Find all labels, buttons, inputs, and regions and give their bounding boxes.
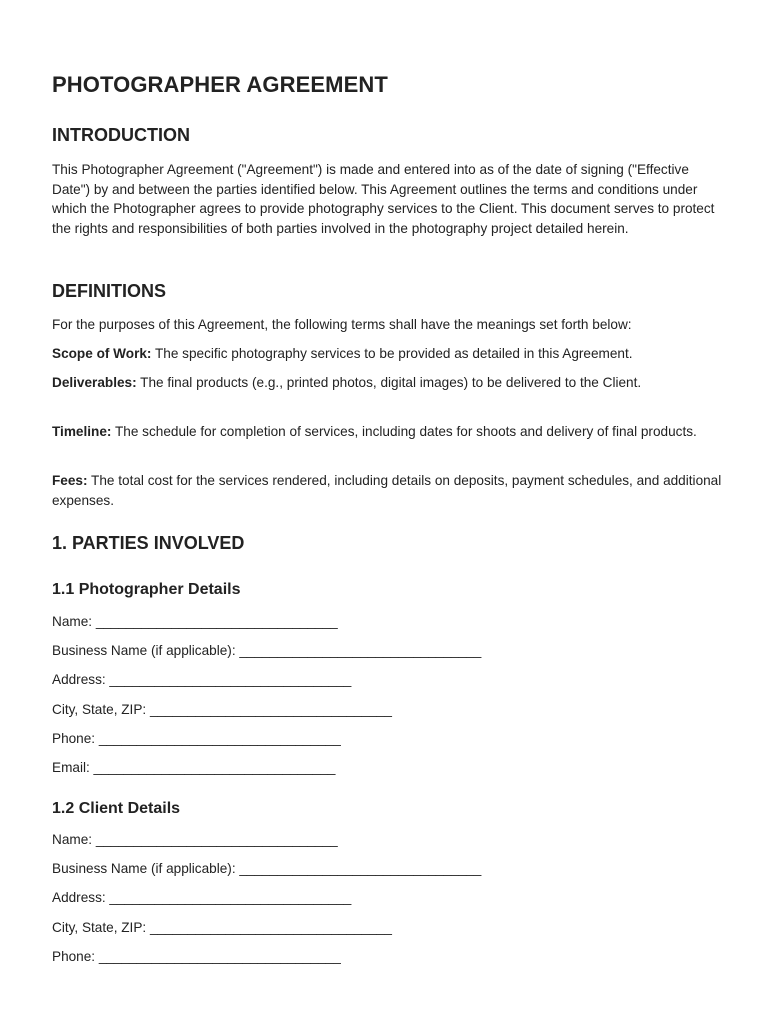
photographer-name-field[interactable]: Name: ________________________________ bbox=[52, 614, 338, 629]
photographer-city-state-zip-field[interactable]: City, State, ZIP: ________________________________ bbox=[52, 702, 392, 717]
introduction-text: This Photographer Agreement ("Agreement") is made and entered into as of the date of signing ("Effective Date") by and between the parties identified below. This Agreement outlines the terms and conditions under which the Photographer agrees to provide photography services to the Client. This document serves to protect the rights and responsibilities of both parties involved in the photography project detailed herein. bbox=[52, 162, 715, 236]
parties-heading: 1. PARTIES INVOLVED bbox=[52, 533, 245, 553]
definition-term: Fees: bbox=[52, 473, 88, 488]
client-business-name-field[interactable]: Business Name (if applicable): ________________________________ bbox=[52, 861, 482, 876]
client-phone-field[interactable]: Phone: ________________________________ bbox=[52, 949, 341, 964]
client-address-field[interactable]: Address: ________________________________ bbox=[52, 890, 352, 905]
client-city-state-zip-field[interactable]: City, State, ZIP: ________________________________ bbox=[52, 920, 392, 935]
definition-term: Scope of Work: bbox=[52, 346, 152, 361]
photographer-phone-field[interactable]: Phone: ________________________________ bbox=[52, 731, 341, 746]
definition-text: The final products (e.g., printed photos, digital images) to be delivered to the Client. bbox=[136, 375, 642, 390]
photographer-business-name-field[interactable]: Business Name (if applicable): ________________________________ bbox=[52, 643, 482, 658]
definition-scope-of-work bbox=[52, 344, 728, 364]
definition-timeline bbox=[52, 422, 728, 442]
client-details-heading: 1.2 Client Details bbox=[52, 800, 181, 817]
photographer-details-heading: 1.1 Photographer Details bbox=[52, 581, 241, 598]
photographer-address-field[interactable]: Address: ________________________________ bbox=[52, 672, 352, 687]
definition-term: Timeline: bbox=[52, 424, 112, 439]
definition-deliverables bbox=[52, 373, 728, 393]
document-title: PHOTOGRAPHER AGREEMENT bbox=[52, 72, 388, 97]
client-name-field[interactable]: Name: ________________________________ bbox=[52, 832, 338, 847]
definition-text: The total cost for the services rendered, including details on deposits, payment schedules, and additional expenses. bbox=[52, 473, 722, 508]
definition-fees bbox=[52, 471, 728, 510]
definition-text: The schedule for completion of services, including dates for shoots and delivery of final products. bbox=[111, 424, 697, 439]
definition-text: The specific photography services to be provided as detailed in this Agreement. bbox=[151, 346, 633, 361]
introduction-heading: INTRODUCTION bbox=[52, 125, 190, 145]
definition-term: Deliverables: bbox=[52, 375, 137, 390]
definitions-intro: For the purposes of this Agreement, the following terms shall have the meanings set forth below: bbox=[52, 317, 632, 332]
photographer-email-field[interactable]: Email: ________________________________ bbox=[52, 760, 336, 775]
definitions-heading: DEFINITIONS bbox=[52, 281, 167, 301]
